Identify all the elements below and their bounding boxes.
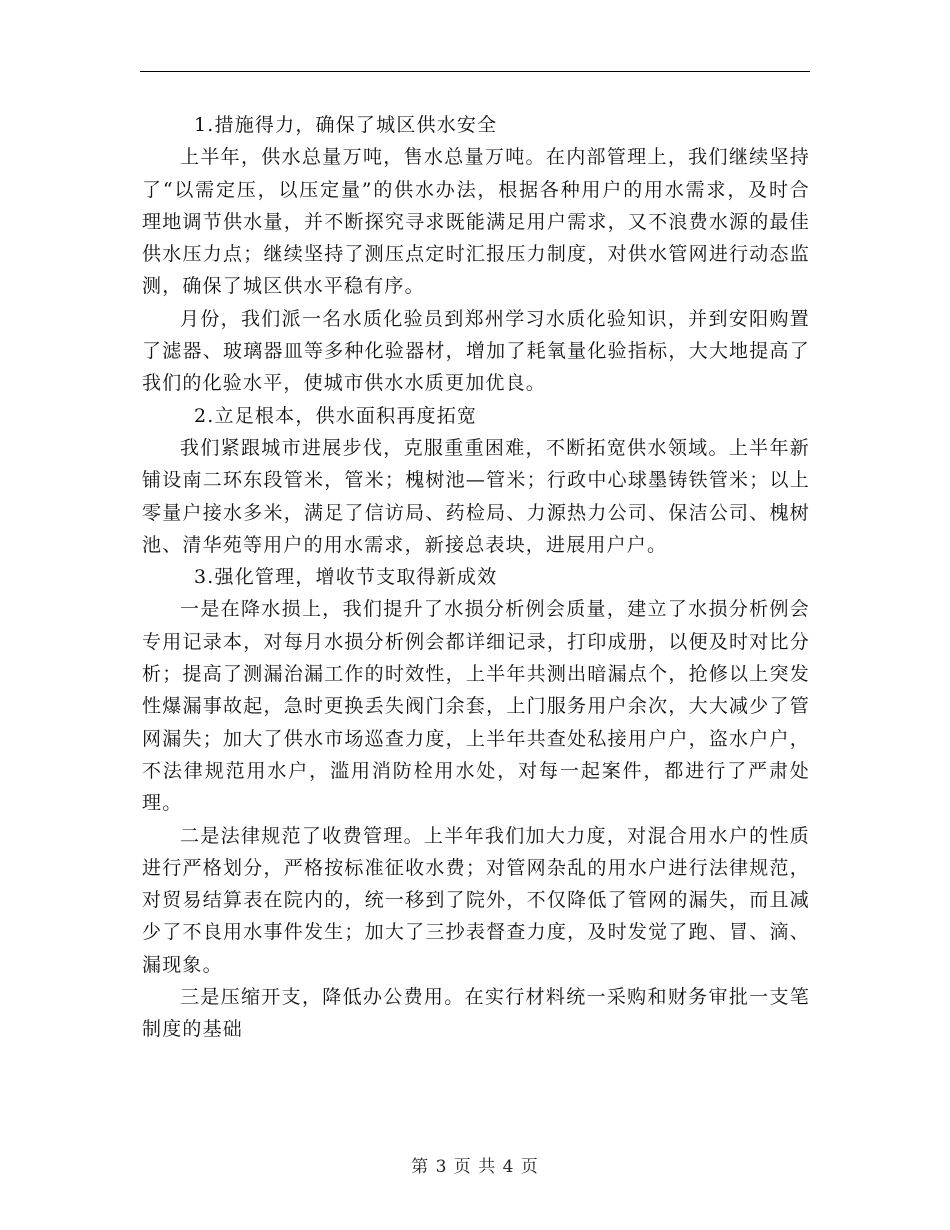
page-number-footer: 第 3 页 共 4 页	[411, 1157, 539, 1177]
paragraph-billing: 二是法律规范了收费管理。上半年我们加大力度，对混合用水户的性质进行严格划分，严格按标准征收水费；对管网杂乱的用水户进行法律规范，对贸易结算表在院内的，统一移到了院外，不仅降低了管网的漏失，而且减少了不良用水事件发生；加大了三抄表督查力度，及时发觉了跑、冒、滴、漏现象。	[142, 824, 810, 976]
section-heading-2: 2.立足根本，供水面积再度拓宽	[194, 404, 478, 427]
section-heading-3: 3.强化管理，增收节支取得新成效	[194, 566, 498, 589]
paragraph-water-loss: 一是在降水损上，我们提升了水损分析例会质量，建立了水损分析例会专用记录本，对每月水损分析例会都详细记录，打印成册，以便及时对比分析；提高了测漏治漏工作的时效性，上半年共测出暗漏点个，抢修以上突发性爆漏事故起，急时更换丢失阀门余套，上门服务用户余次，大大减少了管网漏失；加大了供水市场巡查力度，上半年共查处私接用户户，盗水户户，不法律规范用水户，滥用消防栓用水处，对每一起案件，都进行了严肃处理。	[142, 598, 810, 815]
paragraph-water-supply: 上半年，供水总量万吨，售水总量万吨。在内部管理上，我们继续坚持了“以需定压，以压定量”的供水办法，根据各种用户的用水需求，及时合理地调节供水量，并不断探究寻求既能满足用户需求，又不浪费水源的最佳供水压力点；继续坚持了测压点定时汇报压力制度，对供水管网进行动态监测，确保了城区供水平稳有序。	[142, 146, 810, 298]
header-rule	[140, 71, 810, 72]
paragraph-expansion: 我们紧跟城市进展步伐，克服重重困难，不断拓宽供水领域。上半年新铺设南二环东段管米，管米；槐树池—管米；行政中心球墨铸铁管米；以上零量户接水多米，满足了信访局、药检局、力源热力公司、保洁公司、槐树池、清华苑等用户的用水需求，新接总表块，进展用户户。	[142, 436, 810, 556]
paragraph-water-quality: 月份，我们派一名水质化验员到郑州学习水质化验知识，并到安阳购置了滤器、玻璃器皿等多种化验器材，增加了耗氧量化验指标，大大地提高了我们的化验水平，使城市供水水质更加优良。	[142, 307, 810, 395]
document-body	[142, 109, 810, 1046]
section-heading-1: 1.措施得力，确保了城区供水安全	[194, 114, 498, 136]
paragraph-expenses: 三是压缩开支，降低办公费用。在实行材料统一采购和财务审批一支笔制度的基础	[142, 986, 810, 1041]
